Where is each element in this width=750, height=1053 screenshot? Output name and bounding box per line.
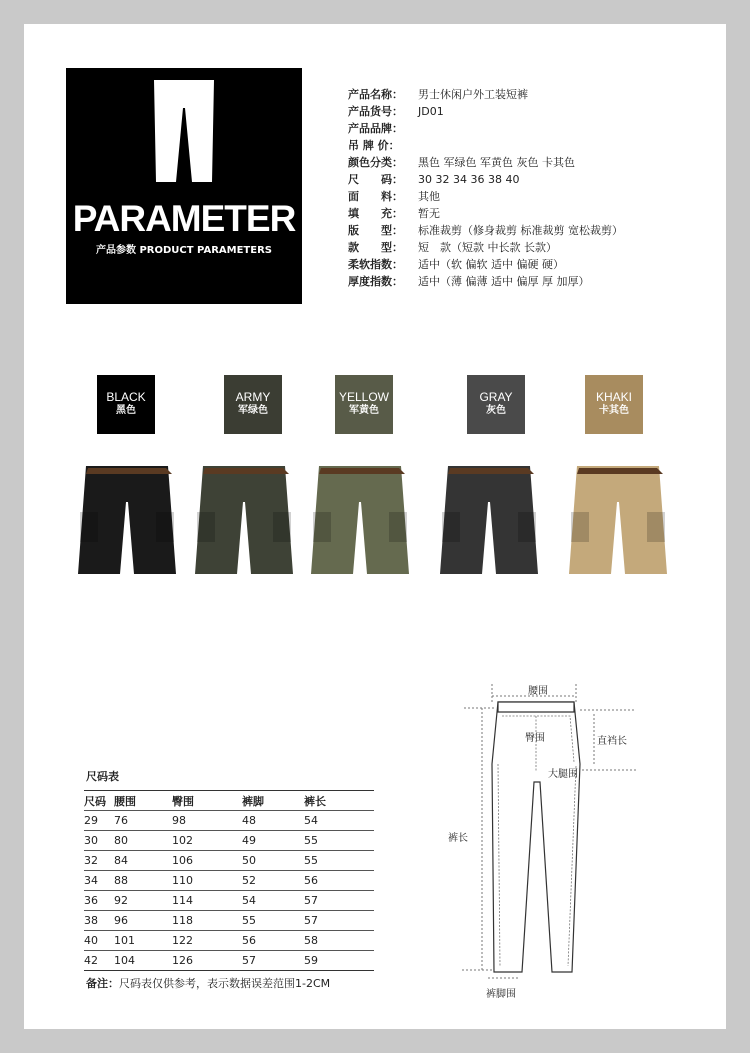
table-cell: 55: [304, 831, 374, 851]
table-row: [84, 811, 374, 831]
rise-label: 直裆长: [597, 736, 627, 747]
table-cell: 34: [84, 871, 114, 891]
table-row: [84, 891, 374, 911]
table-cell: 56: [242, 931, 304, 951]
shorts-image-khaki[interactable]: [567, 462, 673, 580]
spec-key: 产品货号：: [348, 105, 403, 118]
table-cell: 29: [84, 811, 114, 831]
spec-row: [348, 120, 623, 137]
table-cell: 88: [114, 871, 172, 891]
color-name-en: ARMY: [235, 390, 271, 404]
table-cell: 54: [304, 811, 374, 831]
color-swatch-khaki[interactable]: [585, 375, 643, 434]
spec-row: [348, 137, 623, 154]
table-cell: 80: [114, 831, 172, 851]
table-cell: 42: [84, 951, 114, 971]
table-cell: 55: [304, 851, 374, 871]
table-cell: 122: [172, 931, 242, 951]
table-cell: 96: [114, 911, 172, 931]
table-cell: 57: [304, 911, 374, 931]
spec-row: [348, 273, 623, 290]
color-name-en: YELLOW: [338, 390, 389, 404]
table-cell: 92: [114, 891, 172, 911]
spec-value: 其他: [418, 190, 440, 203]
thigh-label: 大腿围: [548, 769, 578, 780]
table-cell: 84: [114, 851, 172, 871]
spec-value: 暂无: [418, 207, 440, 220]
shorts-image-yellow[interactable]: [309, 462, 415, 580]
spec-value: 适中（软 偏软 适中 偏硬 硬）: [418, 258, 564, 271]
spec-key: 版 型：: [348, 224, 403, 237]
table-cell: 57: [304, 891, 374, 911]
table-cell: 101: [114, 931, 172, 951]
table-cell: 40: [84, 931, 114, 951]
color-swatch-yellow[interactable]: [335, 375, 393, 434]
color-name-cn: 卡其色: [599, 405, 629, 416]
color-name-cn: 军黄色: [349, 405, 379, 416]
shorts-image-gray[interactable]: [438, 462, 544, 580]
spec-value: JD01: [418, 105, 444, 118]
spec-key: 填 充：: [348, 207, 403, 220]
spec-key: 柔软指数：: [348, 258, 403, 271]
table-cell: 36: [84, 891, 114, 911]
parameter-title: PARAMETER: [72, 198, 296, 239]
pants-icon: [152, 80, 216, 184]
color-name-en: GRAY: [479, 390, 513, 404]
size-table-title: 尺码表: [86, 770, 119, 783]
table-cell: 102: [172, 831, 242, 851]
color-swatch-black[interactable]: [97, 375, 155, 434]
table-cell: 49: [242, 831, 304, 851]
spec-row: [348, 188, 623, 205]
measurement-diagram: [440, 672, 650, 1002]
note-label: 备注：: [86, 977, 119, 990]
table-row: [84, 931, 374, 951]
table-cell: 126: [172, 951, 242, 971]
spec-value: 黑色 军绿色 军黄色 灰色 卡其色: [418, 156, 575, 169]
table-cell: 58: [304, 931, 374, 951]
spec-key: 产品品牌：: [348, 122, 403, 135]
color-swatch-gray[interactable]: [467, 375, 525, 434]
spec-value: 适中（薄 偏薄 适中 偏厚 厚 加厚）: [418, 275, 590, 288]
table-cell: 114: [172, 891, 242, 911]
spec-row: [348, 222, 623, 239]
parameter-subtitle: 产品参数 PRODUCT PARAMETERS: [95, 245, 272, 256]
spec-value: 30 32 34 36 38 40: [418, 173, 520, 186]
table-row: [84, 911, 374, 931]
table-cell: 48: [242, 811, 304, 831]
spec-row: [348, 239, 623, 256]
spec-row: [348, 154, 623, 171]
table-cell: 57: [242, 951, 304, 971]
size-table: [84, 790, 374, 971]
color-name-cn: 灰色: [486, 405, 506, 416]
table-cell: 50: [242, 851, 304, 871]
color-name-en: BLACK: [106, 390, 146, 404]
table-cell: 55: [242, 911, 304, 931]
table-cell: 106: [172, 851, 242, 871]
size-table-header: 尺码: [84, 791, 114, 811]
spec-value: 男士休闲户外工装短裤: [418, 88, 528, 101]
spec-row: [348, 256, 623, 273]
spec-value: 短 款（短款 中长款 长款）: [418, 241, 557, 254]
table-cell: 76: [114, 811, 172, 831]
color-name-cn: 军绿色: [238, 405, 268, 416]
table-cell: 110: [172, 871, 242, 891]
table-cell: 30: [84, 831, 114, 851]
spec-key: 厚度指数：: [348, 275, 403, 288]
table-cell: 38: [84, 911, 114, 931]
table-cell: 98: [172, 811, 242, 831]
waist-label: 腰围: [528, 686, 548, 697]
spec-key: 吊 牌 价：: [348, 139, 400, 152]
parameter-banner: [66, 68, 302, 304]
size-table-header: 腰围: [114, 791, 172, 811]
note-text: 尺码表仅供参考，表示数据误差范围1-2CM: [119, 977, 331, 990]
table-cell: 52: [242, 871, 304, 891]
spec-key: 颜色分类：: [348, 156, 403, 169]
table-cell: 118: [172, 911, 242, 931]
table-row: [84, 831, 374, 851]
table-cell: 59: [304, 951, 374, 971]
color-name-cn: 黑色: [116, 405, 136, 416]
product-spec-list: [348, 86, 623, 290]
table-row: [84, 951, 374, 971]
spec-value: 标准裁剪（修身裁剪 标准裁剪 宽松裁剪）: [418, 224, 623, 237]
spec-row: [348, 86, 623, 103]
table-cell: 104: [114, 951, 172, 971]
size-table-header: 裤脚: [242, 791, 304, 811]
table-row: [84, 851, 374, 871]
spec-key: 产品名称：: [348, 88, 403, 101]
length-label: 裤长: [448, 833, 468, 844]
color-swatch-army[interactable]: [224, 375, 282, 434]
table-cell: 32: [84, 851, 114, 871]
table-cell: 54: [242, 891, 304, 911]
color-name-en: KHAKI: [595, 390, 632, 404]
spec-row: [348, 171, 623, 188]
spec-key: 面 料：: [348, 190, 403, 203]
size-table-header: 臀围: [172, 791, 242, 811]
size-table-header: 裤长: [304, 791, 374, 811]
size-note: [86, 975, 330, 991]
spec-row: [348, 205, 623, 222]
table-row: [84, 871, 374, 891]
hem-label: 裤脚围: [486, 989, 516, 1000]
table-cell: 56: [304, 871, 374, 891]
spec-key: 款 型：: [348, 241, 403, 254]
shorts-image-army[interactable]: [193, 462, 299, 580]
spec-key: 尺 码：: [348, 173, 403, 186]
shorts-image-black[interactable]: [76, 462, 182, 580]
spec-row: [348, 103, 623, 120]
hip-label: 臀围: [525, 733, 545, 744]
